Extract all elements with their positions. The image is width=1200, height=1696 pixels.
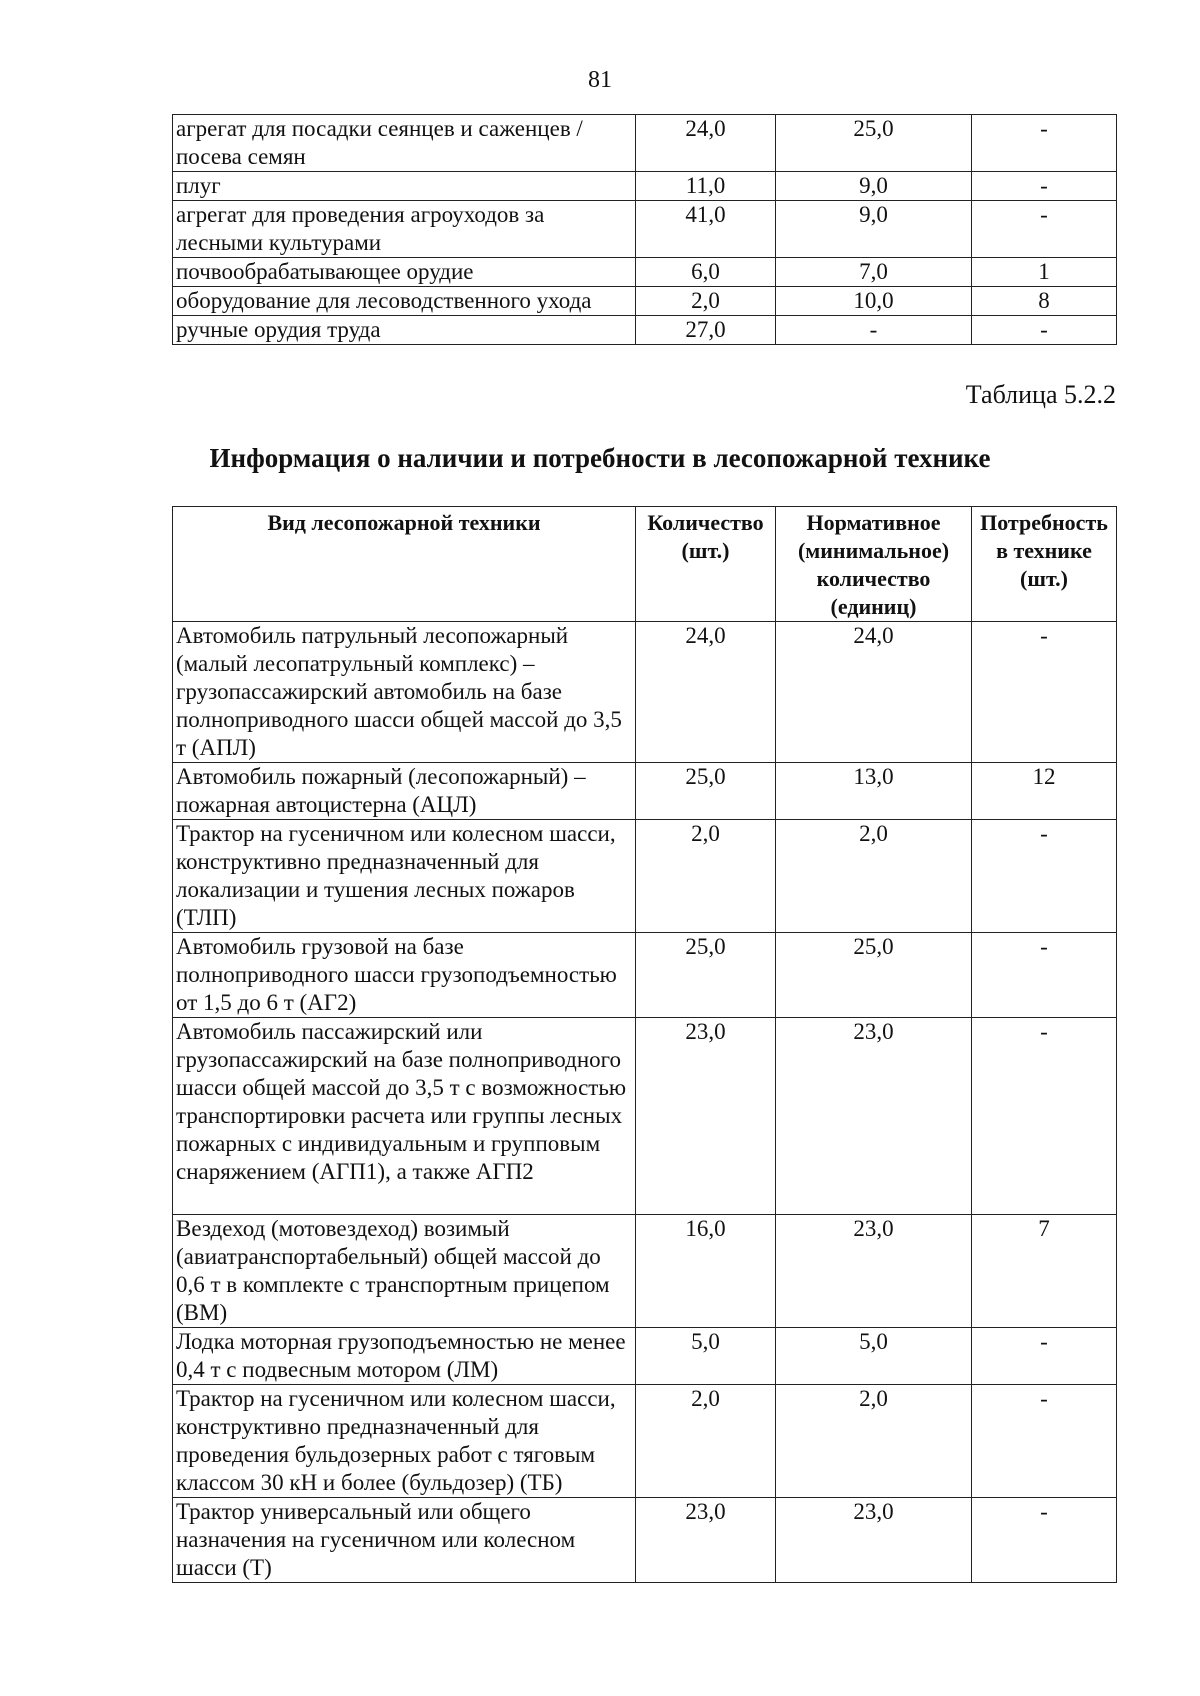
table-row bbox=[173, 287, 1117, 316]
table-row bbox=[173, 763, 1117, 820]
equipment-name-cell: Трактор на гусеничном или колесном шасси, конструктивно предназначенный для локализации и тушения лесных пожаров (ТЛП) bbox=[173, 820, 636, 933]
table-row bbox=[173, 172, 1117, 201]
table-row bbox=[173, 201, 1117, 258]
quantity-cell: 27,0 bbox=[636, 316, 776, 345]
quantity-cell: 24,0 bbox=[636, 622, 776, 763]
need-cell: 8 bbox=[972, 287, 1117, 316]
need-cell: - bbox=[972, 172, 1117, 201]
quantity-cell: 41,0 bbox=[636, 201, 776, 258]
norm-cell: 9,0 bbox=[776, 172, 972, 201]
norm-cell: 25,0 bbox=[776, 115, 972, 172]
equipment-name-cell: почвообрабатывающее орудие bbox=[173, 258, 636, 287]
norm-cell: 7,0 bbox=[776, 258, 972, 287]
header-quantity: Количество (шт.) bbox=[636, 507, 776, 622]
table-row bbox=[173, 820, 1117, 933]
quantity-cell: 25,0 bbox=[636, 933, 776, 1018]
quantity-cell: 2,0 bbox=[636, 820, 776, 933]
norm-cell: 23,0 bbox=[776, 1498, 972, 1583]
equipment-name-cell: Автомобиль патрульный лесопожарный (малый лесопатрульный комплекс) – грузопассажирский автомобиль на базе полноприводного шасси общей массой до 3,5 т (АПЛ) bbox=[173, 622, 636, 763]
norm-cell: 24,0 bbox=[776, 622, 972, 763]
norm-cell: 13,0 bbox=[776, 763, 972, 820]
quantity-cell: 16,0 bbox=[636, 1215, 776, 1328]
quantity-cell: 11,0 bbox=[636, 172, 776, 201]
page-number: 81 bbox=[588, 67, 612, 93]
firefighting-equipment-table bbox=[172, 506, 1117, 1583]
equipment-name-cell: Трактор на гусеничном или колесном шасси, конструктивно предназначенный для проведения бульдозерных работ с тяговым классом 30 кН и более (бульдозер) (ТБ) bbox=[173, 1385, 636, 1498]
norm-cell: 10,0 bbox=[776, 287, 972, 316]
table-row bbox=[173, 622, 1117, 763]
quantity-cell: 6,0 bbox=[636, 258, 776, 287]
equipment-name-cell: ручные орудия труда bbox=[173, 316, 636, 345]
norm-cell: - bbox=[776, 316, 972, 345]
table-row bbox=[173, 1498, 1117, 1583]
norm-cell: 2,0 bbox=[776, 1385, 972, 1498]
equipment-name-cell: Автомобиль грузовой на базе полноприводного шасси грузоподъемностью от 1,5 до 6 т (АГ2) bbox=[173, 933, 636, 1018]
equipment-name-cell: Автомобиль пожарный (лесопожарный) – пожарная автоцистерна (АЦЛ) bbox=[173, 763, 636, 820]
need-cell: - bbox=[972, 820, 1117, 933]
need-cell: 12 bbox=[972, 763, 1117, 820]
table-row bbox=[173, 1018, 1117, 1215]
need-cell: 7 bbox=[972, 1215, 1117, 1328]
quantity-cell: 24,0 bbox=[636, 115, 776, 172]
norm-cell: 9,0 bbox=[776, 201, 972, 258]
table-row bbox=[173, 1215, 1117, 1328]
need-cell: - bbox=[972, 1385, 1117, 1498]
equipment-name-cell: агрегат для проведения агроуходов за лесными культурами bbox=[173, 201, 636, 258]
table-title: Информация о наличии и потребности в лесопожарной технике bbox=[209, 443, 991, 473]
equipment-name-cell: Трактор универсальный или общего назначения на гусеничном или колесном шасси (Т) bbox=[173, 1498, 636, 1583]
need-cell: 1 bbox=[972, 258, 1117, 287]
equipment-table-continued bbox=[172, 114, 1117, 345]
quantity-cell: 23,0 bbox=[636, 1018, 776, 1215]
need-cell: - bbox=[972, 1328, 1117, 1385]
equipment-name-cell: Вездеход (мотовездеход) возимый (авиатранспортабельный) общей массой до 0,6 т в комплекте с транспортным прицепом (ВМ) bbox=[173, 1215, 636, 1328]
need-cell: - bbox=[972, 933, 1117, 1018]
table-header-row bbox=[173, 507, 1117, 622]
table-caption: Таблица 5.2.2 bbox=[965, 380, 1116, 409]
need-cell: - bbox=[972, 622, 1117, 763]
quantity-cell: 5,0 bbox=[636, 1328, 776, 1385]
norm-cell: 2,0 bbox=[776, 820, 972, 933]
norm-cell: 23,0 bbox=[776, 1018, 972, 1215]
table-row bbox=[173, 933, 1117, 1018]
quantity-cell: 23,0 bbox=[636, 1498, 776, 1583]
need-cell: - bbox=[972, 1018, 1117, 1215]
header-norm: Нормативное (минимальное) количество (единиц) bbox=[776, 507, 972, 622]
equipment-name-cell: Автомобиль пассажирский или грузопассажирский на базе полноприводного шасси общей массой до 3,5 т с возможностью транспортировки расчета или группы лесных пожарных с индивидуальным и групповым снаряжением (АГП1), а также АГП2 bbox=[173, 1018, 636, 1215]
quantity-cell: 2,0 bbox=[636, 287, 776, 316]
table-row bbox=[173, 115, 1117, 172]
quantity-cell: 2,0 bbox=[636, 1385, 776, 1498]
equipment-name-cell: агрегат для посадки сеянцев и саженцев / посева семян bbox=[173, 115, 636, 172]
need-cell: - bbox=[972, 115, 1117, 172]
quantity-cell: 25,0 bbox=[636, 763, 776, 820]
norm-cell: 5,0 bbox=[776, 1328, 972, 1385]
need-cell: - bbox=[972, 201, 1117, 258]
norm-cell: 23,0 bbox=[776, 1215, 972, 1328]
equipment-name-cell: Лодка моторная грузоподъемностью не менее 0,4 т с подвесным мотором (ЛМ) bbox=[173, 1328, 636, 1385]
table-row bbox=[173, 1385, 1117, 1498]
equipment-name-cell: оборудование для лесоводственного ухода bbox=[173, 287, 636, 316]
need-cell: - bbox=[972, 1498, 1117, 1583]
need-cell: - bbox=[972, 316, 1117, 345]
header-need: Потребность в технике (шт.) bbox=[972, 507, 1117, 622]
table-row bbox=[173, 316, 1117, 345]
equipment-name-cell: плуг bbox=[173, 172, 636, 201]
table-row bbox=[173, 258, 1117, 287]
table-row bbox=[173, 1328, 1117, 1385]
norm-cell: 25,0 bbox=[776, 933, 972, 1018]
header-equipment-type: Вид лесопожарной техники bbox=[173, 507, 636, 622]
